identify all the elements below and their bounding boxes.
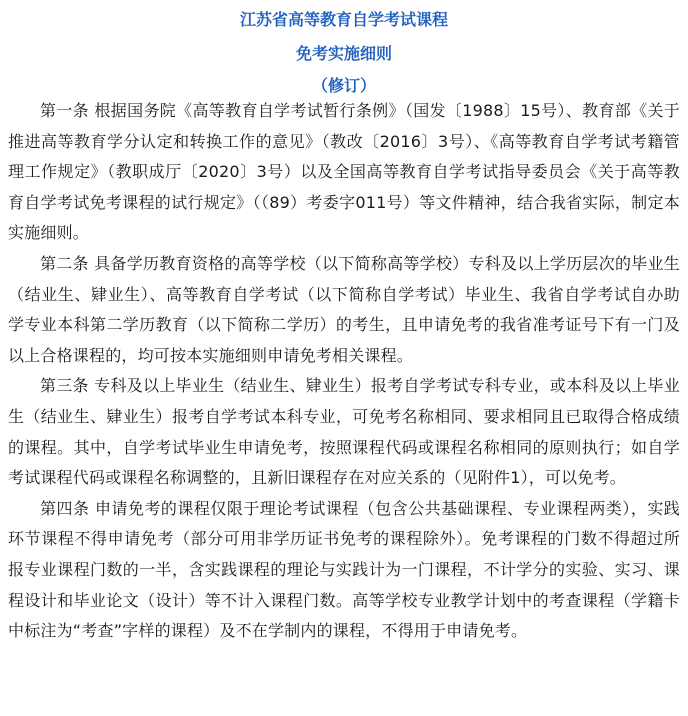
article-3-paragraph: 第三条 专科及以上毕业生（结业生、肄业生）报考自学考试专科专业，或本科及以上毕业生（结业生、肄业生）报考自学考试本科专业，可免考名称相同、要求相同且已取得合格成绩的课程。其中，自学考试毕业生申请免考，按照课程代码或课程名称相同的原则执行；如自学考试课程代码或课程名称调整的，且新旧课程存在对应关系的（见附件1），可以免考。 bbox=[8, 376, 680, 488]
document-title-line-2: 免考实施细则 bbox=[295, 44, 392, 63]
document-title-line-1: 江苏省高等教育自学考试课程 bbox=[239, 10, 448, 29]
article-4-paragraph: 第四条 申请免考的课程仅限于理论考试课程（包含公共基础课程、专业课程两类），实践环节课程不得申请免考（部分可用非学历证书免考的课程除外）。免考课程的门数不得超过所报专业课程门数的一半，含实践课程的理论与实践计为一门课程，不计学分的实验、实习、课程设计和毕业论文（设计）等不计入课程门数。高等学校专业教学计划中的考查课程（学籍卡中标注为“考查”字样的课程）及不在学制内的课程，不得用于申请免考。 bbox=[8, 498, 680, 641]
article-1-paragraph: 第一条 根据国务院《高等教育自学考试暂行条例》（国发〔1988〕15号）、教育部《关于推进高等教育学分认定和转换工作的意见》（教改〔2016〕3号）、《高等教育自学考试考籍管理工作规定》（教职成厅〔2020〕3号）以及全国高等教育自学考试指导委员会《关于高等教育自学考试免考课程的试行规定》（（89）考委字011号）等文件精神，结合我省实际，制定本实施细则。 bbox=[8, 101, 680, 243]
article-2-paragraph: 第二条 具备学历教育资格的高等学校（以下简称高等学校）专科及以上学历层次的毕业生（结业生、肄业生）、高等教育自学考试（以下简称自学考试）毕业生、我省自学考试自办助学专业本科第二学历教育（以下简称二学历）的考生，且申请免考的我省准考证号下有一门及以上合格课程的，均可按本实施细则申请免考相关课程。 bbox=[8, 253, 680, 365]
document-title-line-3: （修订） bbox=[311, 76, 376, 95]
document-body bbox=[8, 96, 680, 647]
